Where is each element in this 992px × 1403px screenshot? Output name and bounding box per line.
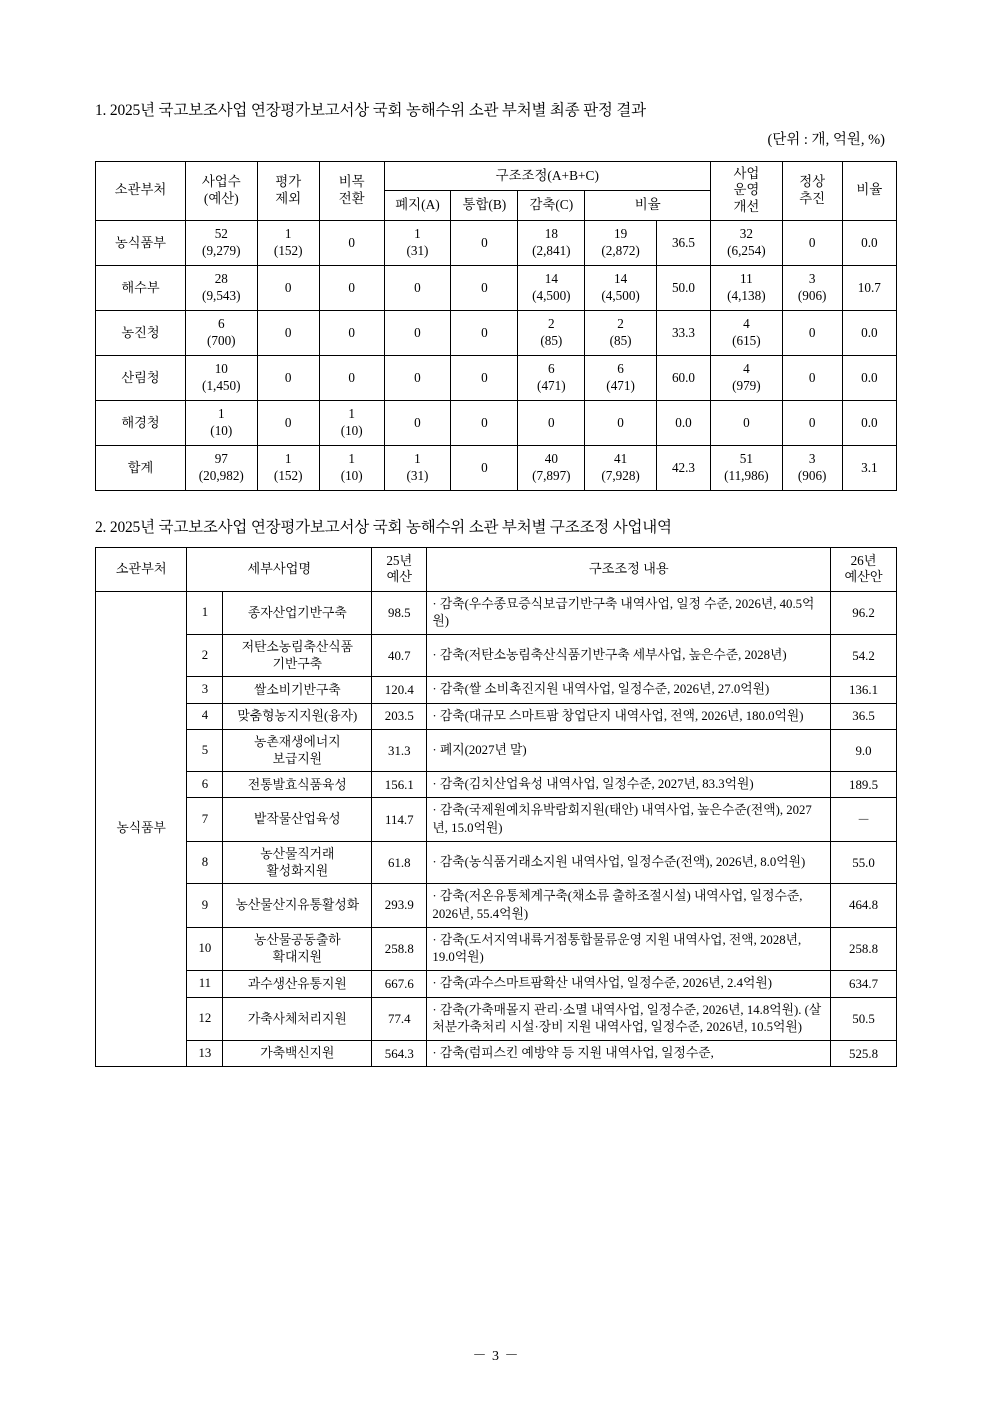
cell-ratio: 0.0 [656,400,710,445]
cell-excluded: 0 [257,310,319,355]
cell-normal: 0 [782,400,842,445]
cell-ratio2: 0.0 [842,220,896,265]
table-row [96,265,897,310]
cell2-budget25: 114.7 [372,798,427,842]
cell2-budget26: 189.5 [831,772,897,798]
cell-dept: 농식품부 [96,220,186,265]
cell-convert: 1 (10) [319,445,384,490]
cell2-content: · 폐지(2027년 말) [427,729,831,771]
cell2-budget26: 136.1 [831,677,897,703]
cell2-content: · 감축(가축매몰지 관리·소멸 내역사업, 일정수준, 2026년, 14.8억원). (살처분가축처리 시설·장비 지원 내역사업, 일정수준, 2026년, 10.5억원) [427,997,831,1041]
cell-ratio2: 0.0 [842,310,896,355]
cell-ratio2: 0.0 [842,355,896,400]
cell-reduce: 14 (4,500) [518,265,585,310]
cell2-budget25: 77.4 [372,997,427,1041]
th-restructure: 구조조정(A+B+C) [384,161,711,191]
th2-content: 구조조정 내용 [427,547,831,591]
cell2-name: 맞춤형농지지원(융자) [223,703,372,729]
cell-reduce: 18 (2,841) [518,220,585,265]
cell2-budget26: 258.8 [831,927,897,971]
cell-subtotal: 2 (85) [585,310,657,355]
cell2-name: 밭작물산업육성 [223,798,372,842]
th2-budget26: 26년 예산안 [831,547,897,591]
cell-convert: 0 [319,265,384,310]
cell2-content: · 감축(럼피스킨 예방약 등 지원 내역사업, 일정수준, [427,1041,831,1067]
cell2-dept: 농식품부 [96,591,187,1067]
th-excluded: 평가 제외 [257,161,319,220]
section-1-title: 1. 2025년 국고보조사업 연장평가보고서상 국회 농해수위 소관 부처별 최종 판정 결과 [95,102,646,119]
th-convert: 비목 전환 [319,161,384,220]
cell-normal: 0 [782,220,842,265]
th2-budget25: 25년 예산 [372,547,427,591]
cell-dept: 해수부 [96,265,186,310]
cell2-no: 9 [187,884,223,928]
cell-ratio: 33.3 [656,310,710,355]
cell-abolish: 0 [384,355,451,400]
table-row [96,220,897,265]
cell2-content: · 감축(과수스마트팜확산 내역사업, 일정수준, 2026년, 2.4억원) [427,971,831,997]
cell2-name: 농촌재생에너지 보급지원 [223,729,372,771]
cell2-content: · 감축(저온유통체계구축(채소류 출하조절시설) 내역사업, 일정수준, 2026년, 55.4억원) [427,884,831,928]
cell2-budget25: 156.1 [372,772,427,798]
cell-excluded: 0 [257,355,319,400]
cell2-name: 농산물직거래 활성화지원 [223,841,372,883]
table2-row [96,997,897,1041]
cell2-name: 쌀소비기반구축 [223,677,372,703]
table-row [96,310,897,355]
cell2-name: 과수생산유통지원 [223,971,372,997]
cell2-budget26: － [831,798,897,842]
cell2-content: · 감축(국제원예치유박람회지원(태안) 내역사업, 높은수준(전액), 2027년, 15.0억원) [427,798,831,842]
cell2-budget26: 9.0 [831,729,897,771]
cell-normal: 0 [782,310,842,355]
cell-convert: 0 [319,310,384,355]
cell2-content: · 감축(저탄소농림축산식품기반구축 세부사업, 높은수준, 2028년) [427,635,831,677]
th-reduce: 감축(C) [518,191,585,221]
cell2-content: · 감축(우수종묘증식보급기반구축 내역사업, 일정 수준, 2026년, 40.5억원) [427,591,831,635]
cell-reduce: 2 (85) [518,310,585,355]
cell-normal: 3 (906) [782,445,842,490]
cell2-content: · 감축(대규모 스마트팜 창업단지 내역사업, 전액, 2026년, 180.0억원) [427,703,831,729]
cell-ratio2: 10.7 [842,265,896,310]
cell-dept: 농진청 [96,310,186,355]
cell-merge: 0 [451,220,518,265]
section-2-title: 2. 2025년 국고보조사업 연장평가보고서상 국회 농해수위 소관 부처별 구조조정 사업내역 [95,518,672,536]
cell2-budget26: 525.8 [831,1041,897,1067]
cell-dept: 합계 [96,445,186,490]
cell2-no: 10 [187,927,223,971]
cell-convert: 0 [319,355,384,400]
cell-abolish: 1 (31) [384,220,451,265]
cell-dept: 산림청 [96,355,186,400]
cell-ratio2: 0.0 [842,400,896,445]
cell2-name: 저탄소농림축산식품 기반구축 [223,635,372,677]
cell-count: 52 (9,279) [186,220,258,265]
cell-subtotal: 6 (471) [585,355,657,400]
cell-reduce: 40 (7,897) [518,445,585,490]
th2-program: 세부사업명 [187,547,372,591]
cell-ratio: 50.0 [656,265,710,310]
cell-improve: 4 (979) [711,355,783,400]
cell2-budget26: 54.2 [831,635,897,677]
cell2-budget26: 464.8 [831,884,897,928]
cell-abolish: 0 [384,400,451,445]
cell2-content: · 감축(농식품거래소지원 내역사업, 일정수준(전액), 2026년, 8.0억원) [427,841,831,883]
cell2-name: 가축사체처리지원 [223,997,372,1041]
cell-count: 28 (9,543) [186,265,258,310]
cell-subtotal: 41 (7,928) [585,445,657,490]
th-count: 사업수 (예산) [186,161,258,220]
cell2-name: 종자산업기반구축 [223,591,372,635]
unit-note: (단위 : 개, 억원, %) [767,131,885,148]
cell-ratio2: 3.1 [842,445,896,490]
cell-subtotal: 19 (2,872) [585,220,657,265]
cell-excluded: 1 (152) [257,445,319,490]
cell2-budget25: 40.7 [372,635,427,677]
cell2-name: 농산물공동출하 확대지원 [223,927,372,971]
cell-abolish: 0 [384,265,451,310]
cell-excluded: 0 [257,265,319,310]
cell-count: 6 (700) [186,310,258,355]
table2-row [96,971,897,997]
cell2-budget25: 203.5 [372,703,427,729]
cell-reduce: 0 [518,400,585,445]
table2-header-row [96,547,897,591]
cell-count: 1 (10) [186,400,258,445]
th-improve: 사업 운영 개선 [711,161,783,220]
cell-abolish: 0 [384,310,451,355]
cell2-budget25: 667.6 [372,971,427,997]
cell-improve: 4 (615) [711,310,783,355]
th-merge: 통합(B) [451,191,518,221]
cell2-budget25: 31.3 [372,729,427,771]
cell2-content: · 감축(쌀 소비촉진지원 내역사업, 일정수준, 2026년, 27.0억원) [427,677,831,703]
th-abolish: 폐지(A) [384,191,451,221]
th-ratio: 비율 [585,191,711,221]
cell-improve: 11 (4,138) [711,265,783,310]
cell2-no: 13 [187,1041,223,1067]
cell-normal: 3 (906) [782,265,842,310]
cell-improve: 32 (6,254) [711,220,783,265]
cell-subtotal: 14 (4,500) [585,265,657,310]
cell2-budget25: 120.4 [372,677,427,703]
cell-merge: 0 [451,400,518,445]
cell-improve: 0 [711,400,783,445]
cell2-budget26: 50.5 [831,997,897,1041]
table-header-row [96,161,897,191]
cell-count: 10 (1,450) [186,355,258,400]
table2-row [96,591,897,635]
cell2-budget25: 98.5 [372,591,427,635]
cell2-budget25: 258.8 [372,927,427,971]
cell2-budget25: 61.8 [372,841,427,883]
cell2-no: 4 [187,703,223,729]
table2-row [96,841,897,883]
page-number: － 3 － [472,1349,520,1364]
cell2-name: 전통발효식품육성 [223,772,372,798]
cell-subtotal: 0 [585,400,657,445]
table2-row [96,1041,897,1067]
table-final-decision [95,161,897,491]
cell2-budget26: 96.2 [831,591,897,635]
cell2-content: · 감축(김치산업육성 내역사업, 일정수준, 2027년, 83.3억원) [427,772,831,798]
cell-reduce: 6 (471) [518,355,585,400]
table2-row [96,677,897,703]
cell2-no: 6 [187,772,223,798]
table2-row [96,729,897,771]
table2-row [96,798,897,842]
cell2-budget25: 293.9 [372,884,427,928]
cell-merge: 0 [451,265,518,310]
cell-abolish: 1 (31) [384,445,451,490]
cell2-budget25: 564.3 [372,1041,427,1067]
th-normal: 정상 추진 [782,161,842,220]
cell2-budget26: 634.7 [831,971,897,997]
cell2-no: 8 [187,841,223,883]
th-dept: 소관부처 [96,161,186,220]
th2-dept: 소관부처 [96,547,187,591]
cell-improve: 51 (11,986) [711,445,783,490]
cell2-no: 11 [187,971,223,997]
th-ratio2: 비율 [842,161,896,220]
cell2-name: 가축백신지원 [223,1041,372,1067]
table2-row [96,927,897,971]
table2-row [96,884,897,928]
cell2-no: 1 [187,591,223,635]
cell-excluded: 1 (152) [257,220,319,265]
table2-row [96,703,897,729]
cell-excluded: 0 [257,400,319,445]
cell-merge: 0 [451,355,518,400]
table-row [96,355,897,400]
table-restructure-programs [95,547,897,1068]
table-row [96,400,897,445]
cell-normal: 0 [782,355,842,400]
cell-convert: 0 [319,220,384,265]
cell-ratio: 60.0 [656,355,710,400]
cell2-no: 3 [187,677,223,703]
cell-merge: 0 [451,310,518,355]
table-row-total [96,445,897,490]
cell-ratio: 42.3 [656,445,710,490]
cell2-name: 농산물산지유통활성화 [223,884,372,928]
cell2-no: 5 [187,729,223,771]
cell2-budget26: 36.5 [831,703,897,729]
cell-ratio: 36.5 [656,220,710,265]
table2-row [96,772,897,798]
table2-row [96,635,897,677]
cell2-content: · 감축(도서지역내륙거점통합물류운영 지원 내역사업, 전액, 2028년, 19.0억원) [427,927,831,971]
cell-dept: 해경청 [96,400,186,445]
cell2-no: 7 [187,798,223,842]
cell2-no: 12 [187,997,223,1041]
cell-count: 97 (20,982) [186,445,258,490]
cell-convert: 1 (10) [319,400,384,445]
cell-merge: 0 [451,445,518,490]
cell2-no: 2 [187,635,223,677]
cell2-budget26: 55.0 [831,841,897,883]
